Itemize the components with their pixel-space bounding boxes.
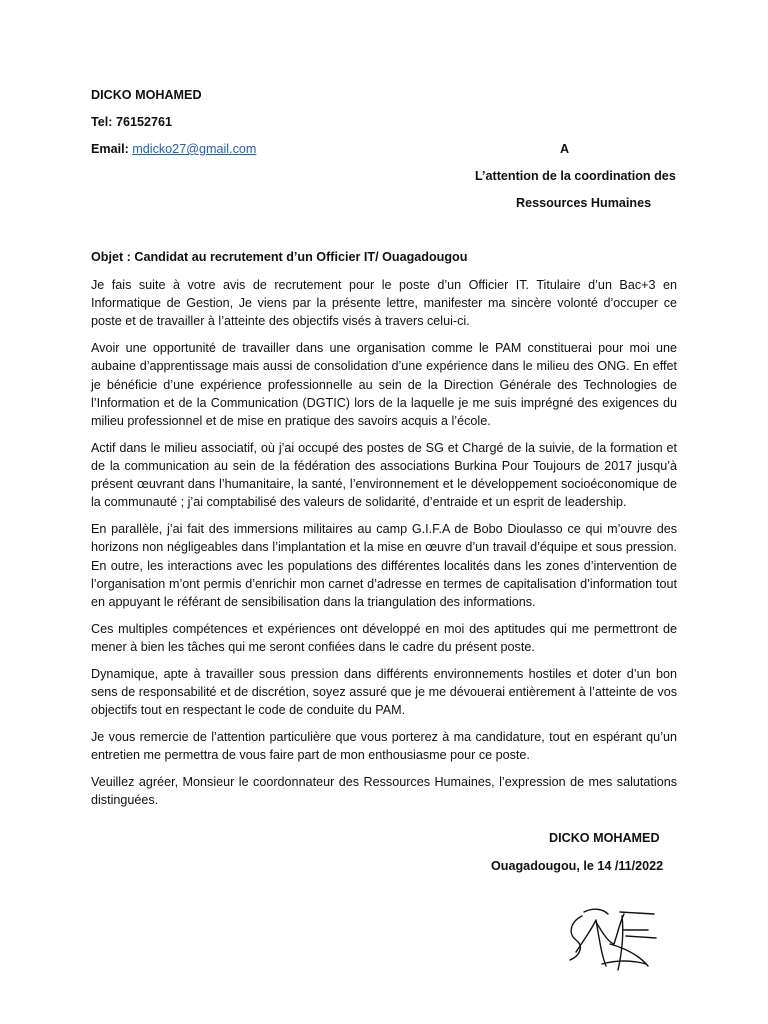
sender-email (91, 140, 256, 158)
body-paragraph: Veuillez agréer, Monsieur le coordonnateur des Ressources Humaines, l’expression de mes salutations distinguées. (91, 775, 677, 808)
letter-subject: Objet : Candidat au recrutement d’un Officier IT/ Ouagadougou (91, 250, 468, 264)
closing-place-date: Ouagadougou, le 14 /11/2022 (491, 859, 664, 873)
body-paragraph: Ces multiples compétences et expériences ont développé en moi des aptitudes qui me permettront de mener à bien les tâches qui me seront confiées dans le cadre du présent poste. (91, 621, 677, 655)
body-paragraph: Actif dans le milieu associatif, où j’ai occupé des postes de SG et Chargé de la suivie, de la formation et de la communication au sein de la fédération des associations Burkina Pour Toujours de 2017 jusqu’à présent œuvrant dans l’humanitaire, la santé, l’environnement et le développement socioéconomique de la communauté ; j’ai comptabilisé des valeurs de solidarité, d’entraide et un esprit de leadership. (91, 440, 677, 510)
recipient-prefix: A (560, 142, 570, 156)
tel-number: 76152761 (115, 115, 173, 129)
closing-name: DICKO MOHAMED (549, 831, 660, 845)
tel-label: Tel: (91, 115, 116, 129)
sender-tel (91, 113, 172, 131)
sender-name: DICKO MOHAMED (91, 88, 202, 102)
recipient-line-2: Ressources Humaines (516, 196, 652, 210)
body-paragraph: Je vous remercie de l’attention particulière que vous porterez à ma candidature, tout en espérant qu’un entretien me permettra de vous faire part de mon enthousiasme pour ce poste. (91, 730, 677, 763)
body-paragraph: Je fais suite à votre avis de recrutement pour le poste d’un Officier IT. Titulaire d’un Bac+3 en Informatique de Gestion, Je viens par la présente lettre, manifester ma sincère volonté d’occuper ce poste et de travailler à l’atteinte des objectifs visés à travers celui-ci. (91, 278, 677, 329)
email-link[interactable]: mdicko27@gmail.com (132, 142, 257, 156)
letter-body (91, 276, 677, 818)
body-paragraph: En parallèle, j’ai fait des immersions militaires au camp G.I.F.A de Bobo Dioulasso ce qui m’ouvre des horizons non négligeables dans l’implantation et la mise en œuvre d’un travail d’équipe et sous pression. En outre, les interactions avec les populations des différentes localités dans les zones d’intervention de l’organisation m’ont permis d’enrichir mon carnet d’adresse en termes de capitalisation d’information tout en appuyant le référant de sensibilisation dans la triangulation des informations. (91, 522, 677, 610)
recipient-line-1: L’attention de la coordination des (475, 169, 676, 183)
body-paragraph: Avoir une opportunité de travailler dans une organisation comme le PAM constituerai pour moi une aubaine d’apprentissage mais aussi de consolidation d’une expérience dans le milieu des ONG. En effet je bénéficie d’une expérience professionnelle au sein de la Direction Générale des Technologies de l’Information et de la Communication (DGTIC) lors de la laquelle je me suis imprégné des exigences du milieu professionnel et de mise en pratique des savoirs acquis a l’école. (91, 341, 677, 429)
signature-icon (562, 904, 662, 979)
email-label: Email: (91, 142, 133, 156)
body-paragraph: Dynamique, apte à travailler sous pression dans différents environnements hostiles et doter d’un bon sens de responsabilité et de discrétion, soyez assuré que je me dévouerai entièrement à l’atteinte de vos objectifs tout en respectant le code de conduite du PAM. (91, 666, 677, 718)
